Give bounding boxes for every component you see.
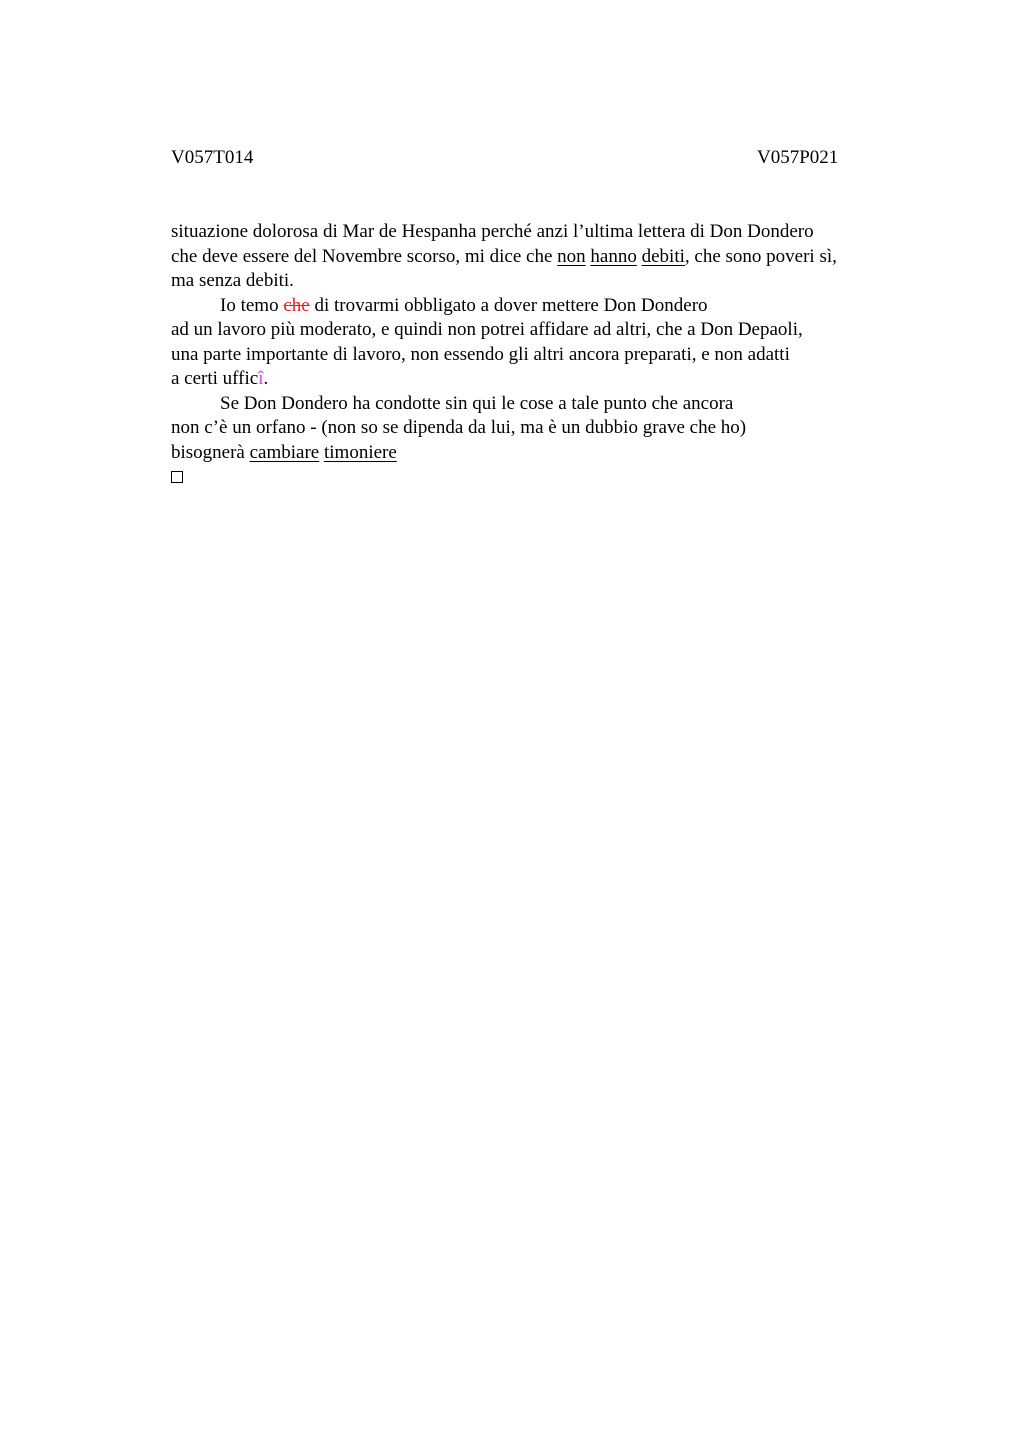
letter-body — [171, 220, 911, 491]
text-line-4 — [171, 294, 911, 319]
underlined-word: hanno — [590, 245, 637, 267]
page-code-right: V057P021 — [757, 147, 839, 168]
text-line-10 — [171, 441, 911, 466]
text-segment: a certi uffic — [171, 368, 259, 389]
underlined-word: debiti — [641, 245, 685, 267]
text-segment: di trovarmi obbligato a dover mettere Don Dondero — [309, 294, 708, 316]
underlined-word: cambiare — [249, 441, 320, 463]
underlined-word: timoniere — [324, 441, 397, 463]
text-line-6: una parte importante di lavoro, non essendo gli altri ancora preparati, e non adatti — [171, 343, 790, 365]
text-line-2 — [171, 245, 911, 270]
text-line-8: Se Don Dondero ha condotte sin qui le cose a tale punto che ancora — [220, 392, 734, 414]
text-segment: Io temo — [220, 294, 284, 316]
highlighted-character: î — [258, 368, 264, 389]
end-square-icon — [171, 471, 183, 483]
underlined-word: non — [557, 245, 586, 267]
text-segment: bisognerà — [171, 441, 250, 463]
struck-word: che — [283, 294, 310, 316]
document-code-left: V057T014 — [171, 147, 254, 168]
text-segment: che deve essere del Novembre scorso, mi dice che — [171, 245, 558, 267]
end-marker-line — [171, 465, 911, 491]
text-line-7 — [171, 367, 911, 392]
text-line-9: non c’è un orfano - (non so se dipenda da lui, ma è un dubbio grave che ho) — [171, 417, 747, 438]
text-segment: . — [263, 368, 269, 389]
text-line-5: ad un lavoro più moderato, e quindi non potrei affidare ad altri, che a Don Depaoli, — [171, 319, 803, 340]
text-line-1: situazione dolorosa di Mar de Hespanha perché anzi l’ultima lettera di Don Dondero — [171, 221, 814, 242]
text-line-3: ma senza debiti. — [171, 270, 294, 291]
text-segment: , che sono poveri sì, — [684, 245, 837, 267]
